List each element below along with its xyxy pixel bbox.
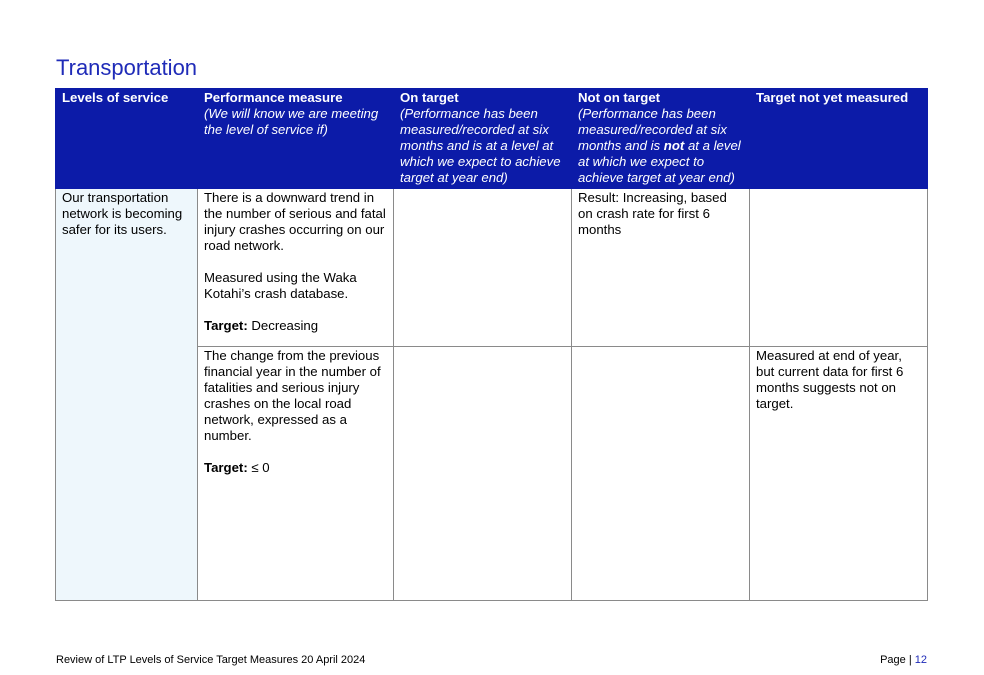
header-subtitle — [578, 106, 743, 186]
performance-measure-cell — [198, 347, 394, 601]
header-title: On target — [400, 90, 459, 105]
measure-target — [204, 318, 387, 334]
target-value: Decreasing — [247, 318, 319, 333]
header-levels-of-service — [56, 89, 198, 189]
page-separator: | — [908, 654, 912, 666]
not-yet-measured-cell — [750, 189, 928, 347]
target-value: ≤ 0 — [247, 460, 270, 475]
footer-page-number — [880, 654, 927, 666]
table-header-row — [56, 89, 928, 189]
header-title: Levels of service — [62, 90, 169, 105]
measure-source: Measured using the Waka Kotahi’s crash database. — [204, 270, 357, 301]
header-title: Not on target — [578, 90, 661, 105]
subtitle-part: at a level at which we expect to achieve target at year end) — [578, 138, 741, 185]
header-target-not-yet-measured — [750, 89, 928, 189]
footer-document-title: Review of LTP Levels of Service Target Measures 20 April 2024 — [56, 654, 366, 666]
performance-measure-cell — [198, 189, 394, 347]
not-on-target-cell — [572, 347, 750, 601]
page-title: Transportation — [56, 55, 198, 80]
header-title: Target not yet measured — [756, 90, 909, 105]
measure-description: There is a downward trend in the number of serious and fatal injury crashes occurring on our road network. — [204, 190, 386, 253]
not-on-target-cell: Result: Increasing, based on crash rate for first 6 months — [572, 189, 750, 347]
header-not-on-target — [572, 89, 750, 189]
header-performance-measure — [198, 89, 394, 189]
subtitle-emphasis: not — [663, 138, 685, 153]
measure-description: The change from the previous financial year in the number of fatalities and serious injury crashes on the local road network, expressed as a number. — [204, 348, 381, 443]
header-subtitle: (We will know we are meeting the level of service if) — [204, 106, 379, 137]
target-label: Target: — [204, 460, 248, 475]
table-row — [56, 189, 928, 347]
measure-target — [204, 460, 387, 476]
header-subtitle: (Performance has been measured/recorded at six months and is at a level at which we expect to achieve target at year end) — [400, 106, 561, 185]
target-label: Target: — [204, 318, 248, 333]
on-target-cell — [394, 189, 572, 347]
page-label: Page — [880, 654, 906, 666]
header-title: Performance measure — [204, 90, 343, 105]
on-target-cell — [394, 347, 572, 601]
page-number: 12 — [914, 654, 927, 666]
subtitle-part: (Performance has been measured/recorded at six months and is — [578, 106, 727, 153]
level-of-service-cell: Our transportation network is becoming safer for its users. — [56, 189, 198, 601]
not-yet-measured-cell: Measured at end of year, but current data for first 6 months suggests not on target. — [750, 347, 928, 601]
levels-of-service-table — [55, 88, 928, 601]
header-on-target — [394, 89, 572, 189]
